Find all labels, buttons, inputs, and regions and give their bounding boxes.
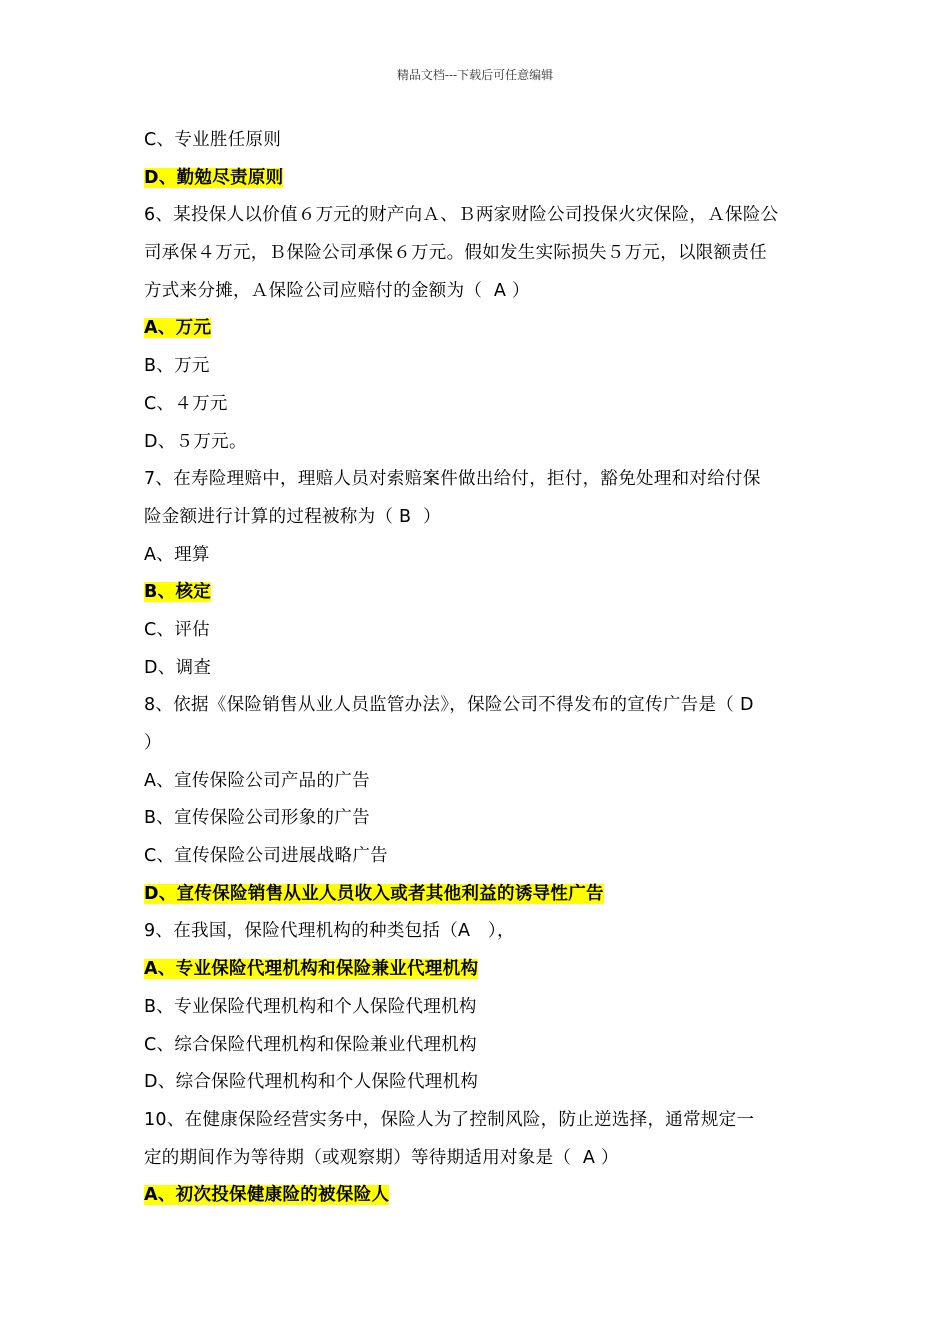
text-line	[144, 650, 809, 688]
highlighted-answer: A、万元	[144, 318, 212, 339]
text-line	[144, 537, 809, 575]
text-line	[144, 160, 809, 198]
text-line	[144, 838, 809, 876]
text-line	[144, 1177, 809, 1215]
text-line	[144, 386, 809, 424]
text-line	[144, 763, 809, 801]
text-line	[144, 499, 809, 537]
line-text: 8、依据《保险销售从业人员监管办法》，保险公司不得发布的宣传广告是（ D	[144, 695, 754, 716]
text-line	[144, 424, 809, 462]
highlighted-answer: A、专业保险代理机构和保险兼业代理机构	[144, 959, 479, 980]
line-text: ）	[144, 733, 162, 753]
text-line	[144, 348, 809, 386]
text-line	[144, 725, 809, 763]
text-line	[144, 310, 809, 348]
line-text: A、宣传保险公司产品的广告	[144, 770, 370, 791]
document-body	[144, 122, 809, 1215]
line-text: 定的期间作为等待期（或观察期）等待期适用对象是（ A ）	[144, 1147, 619, 1168]
text-line	[144, 951, 809, 989]
text-line	[144, 574, 809, 612]
line-text: 方式来分摊，Ａ保险公司应赔付的金额为（ A ）	[144, 280, 530, 301]
page-header: 精品文档---下载后可任意编辑	[396, 68, 554, 82]
text-line	[144, 1064, 809, 1102]
highlighted-answer: D、宣传保险销售从业人员收入或者其他利益的诱导性广告	[144, 883, 604, 904]
highlighted-answer: D、勤勉尽责原则	[144, 167, 284, 188]
text-line	[144, 235, 809, 273]
text-line	[144, 1140, 809, 1178]
text-line	[144, 876, 809, 914]
line-text: B、专业保险代理机构和个人保险代理机构	[144, 996, 477, 1017]
line-text: B、宣传保险公司形象的广告	[144, 808, 370, 829]
line-text: D、５万元。	[144, 431, 247, 452]
line-text: 司承保４万元，Ｂ保险公司承保６万元。假如发生实际损失５万元，以限额责任	[144, 243, 767, 264]
line-text: 6、某投保人以价值６万元的财产向Ａ、Ｂ两家财险公司投保火灾保险，Ａ保险公	[144, 205, 779, 226]
text-line	[144, 197, 809, 235]
text-line	[144, 800, 809, 838]
text-line	[144, 1027, 809, 1065]
text-line	[144, 913, 809, 951]
line-text: C、４万元	[144, 393, 228, 414]
line-text: C、专业胜任原则	[144, 130, 282, 150]
highlighted-answer: B、核定	[144, 582, 212, 603]
line-text: C、宣传保险公司进展战略广告	[144, 846, 388, 867]
text-line	[144, 273, 809, 311]
text-line	[144, 1102, 809, 1140]
line-text: A、理算	[144, 544, 210, 565]
line-text: B、万元	[144, 356, 210, 377]
line-text: 9、在我国，保险代理机构的种类包括（A ），	[144, 921, 515, 942]
line-text: 7、在寿险理赔中，理赔人员对索赔案件做出给付，拒付，豁免处理和对给付保	[144, 469, 761, 490]
text-line	[144, 612, 809, 650]
line-text: C、综合保险代理机构和保险兼业代理机构	[144, 1034, 477, 1055]
line-text: 10、在健康保险经营实务中，保险人为了控制风险，防止逆选择，通常规定一	[144, 1109, 755, 1130]
line-text: 险金额进行计算的过程被称为（ B ）	[144, 506, 441, 527]
line-text: C、评估	[144, 619, 210, 640]
text-line	[144, 461, 809, 499]
line-text: D、综合保险代理机构和个人保险代理机构	[144, 1072, 479, 1093]
text-line	[144, 687, 809, 725]
text-line	[144, 122, 809, 160]
line-text: D、调查	[144, 657, 212, 678]
highlighted-answer: A、初次投保健康险的被保险人	[144, 1185, 390, 1206]
text-line	[144, 989, 809, 1027]
